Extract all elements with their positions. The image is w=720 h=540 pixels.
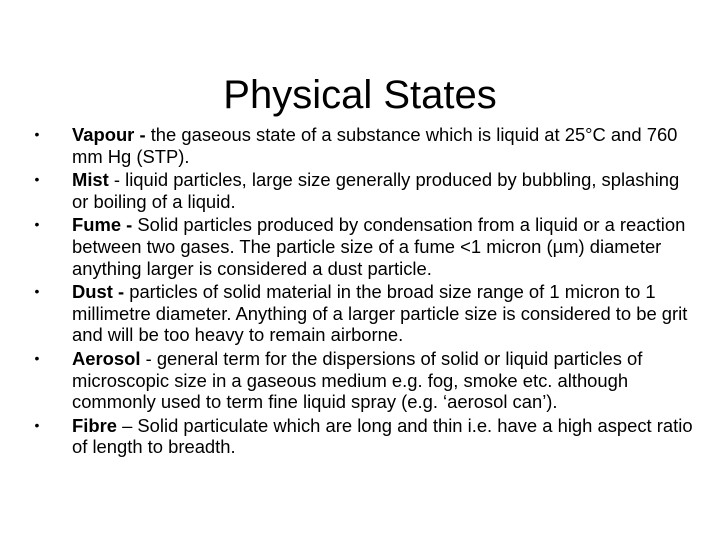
bullet-icon: • (34, 171, 40, 188)
bullet-icon: • (34, 216, 40, 233)
bullet-list (36, 124, 696, 460)
bullet-icon: • (34, 416, 40, 433)
bullet-item-mist (36, 169, 696, 212)
bullet-icon: • (34, 283, 40, 300)
bullet-item-dust (36, 281, 696, 346)
term-definition: - general term for the dispersions of solid or liquid particles of microscopic size in a gaseous medium e.g. fog, smoke etc. although commonly used to term fine liquid spray (e.g. ‘aerosol can’). (72, 347, 643, 413)
term-definition: the gaseous state of a substance which is liquid at 25°C and 760 mm Hg (STP). (72, 124, 678, 167)
term-label: Dust - (72, 281, 125, 303)
term-label: Vapour - (72, 124, 146, 145)
term-definition: Solid particles produced by condensation from a liquid or a reaction between two gases. The particle size of a fume <1 micron (µm) diameter anything larger is considered a dust particle. (72, 214, 686, 279)
term-definition: – Solid particulate which are long and thin i.e. have a high aspect ratio of length to breadth. (72, 414, 693, 458)
term-label: Mist (72, 169, 109, 191)
term-label: Fibre (72, 414, 117, 436)
term-definition: particles of solid material in the broad size range of 1 micron to 1 millimetre diameter. Anything of a larger particle size is considered to be grit and will be too heavy to remain airborne. (72, 281, 688, 346)
bullet-item-fibre (36, 415, 696, 458)
term-label: Aerosol (72, 347, 141, 369)
bullet-icon: • (34, 126, 40, 142)
term-label: Fume - (72, 214, 133, 236)
slide-title: Physical States (223, 72, 497, 117)
bullet-item-vapour (36, 124, 696, 167)
term-definition: - liquid particles, large size generally produced by bubbling, splashing or boiling of a liquid. (72, 169, 680, 212)
bullet-item-fume (36, 214, 696, 279)
bullet-icon: • (34, 349, 40, 366)
bullet-item-aerosol (36, 348, 696, 413)
